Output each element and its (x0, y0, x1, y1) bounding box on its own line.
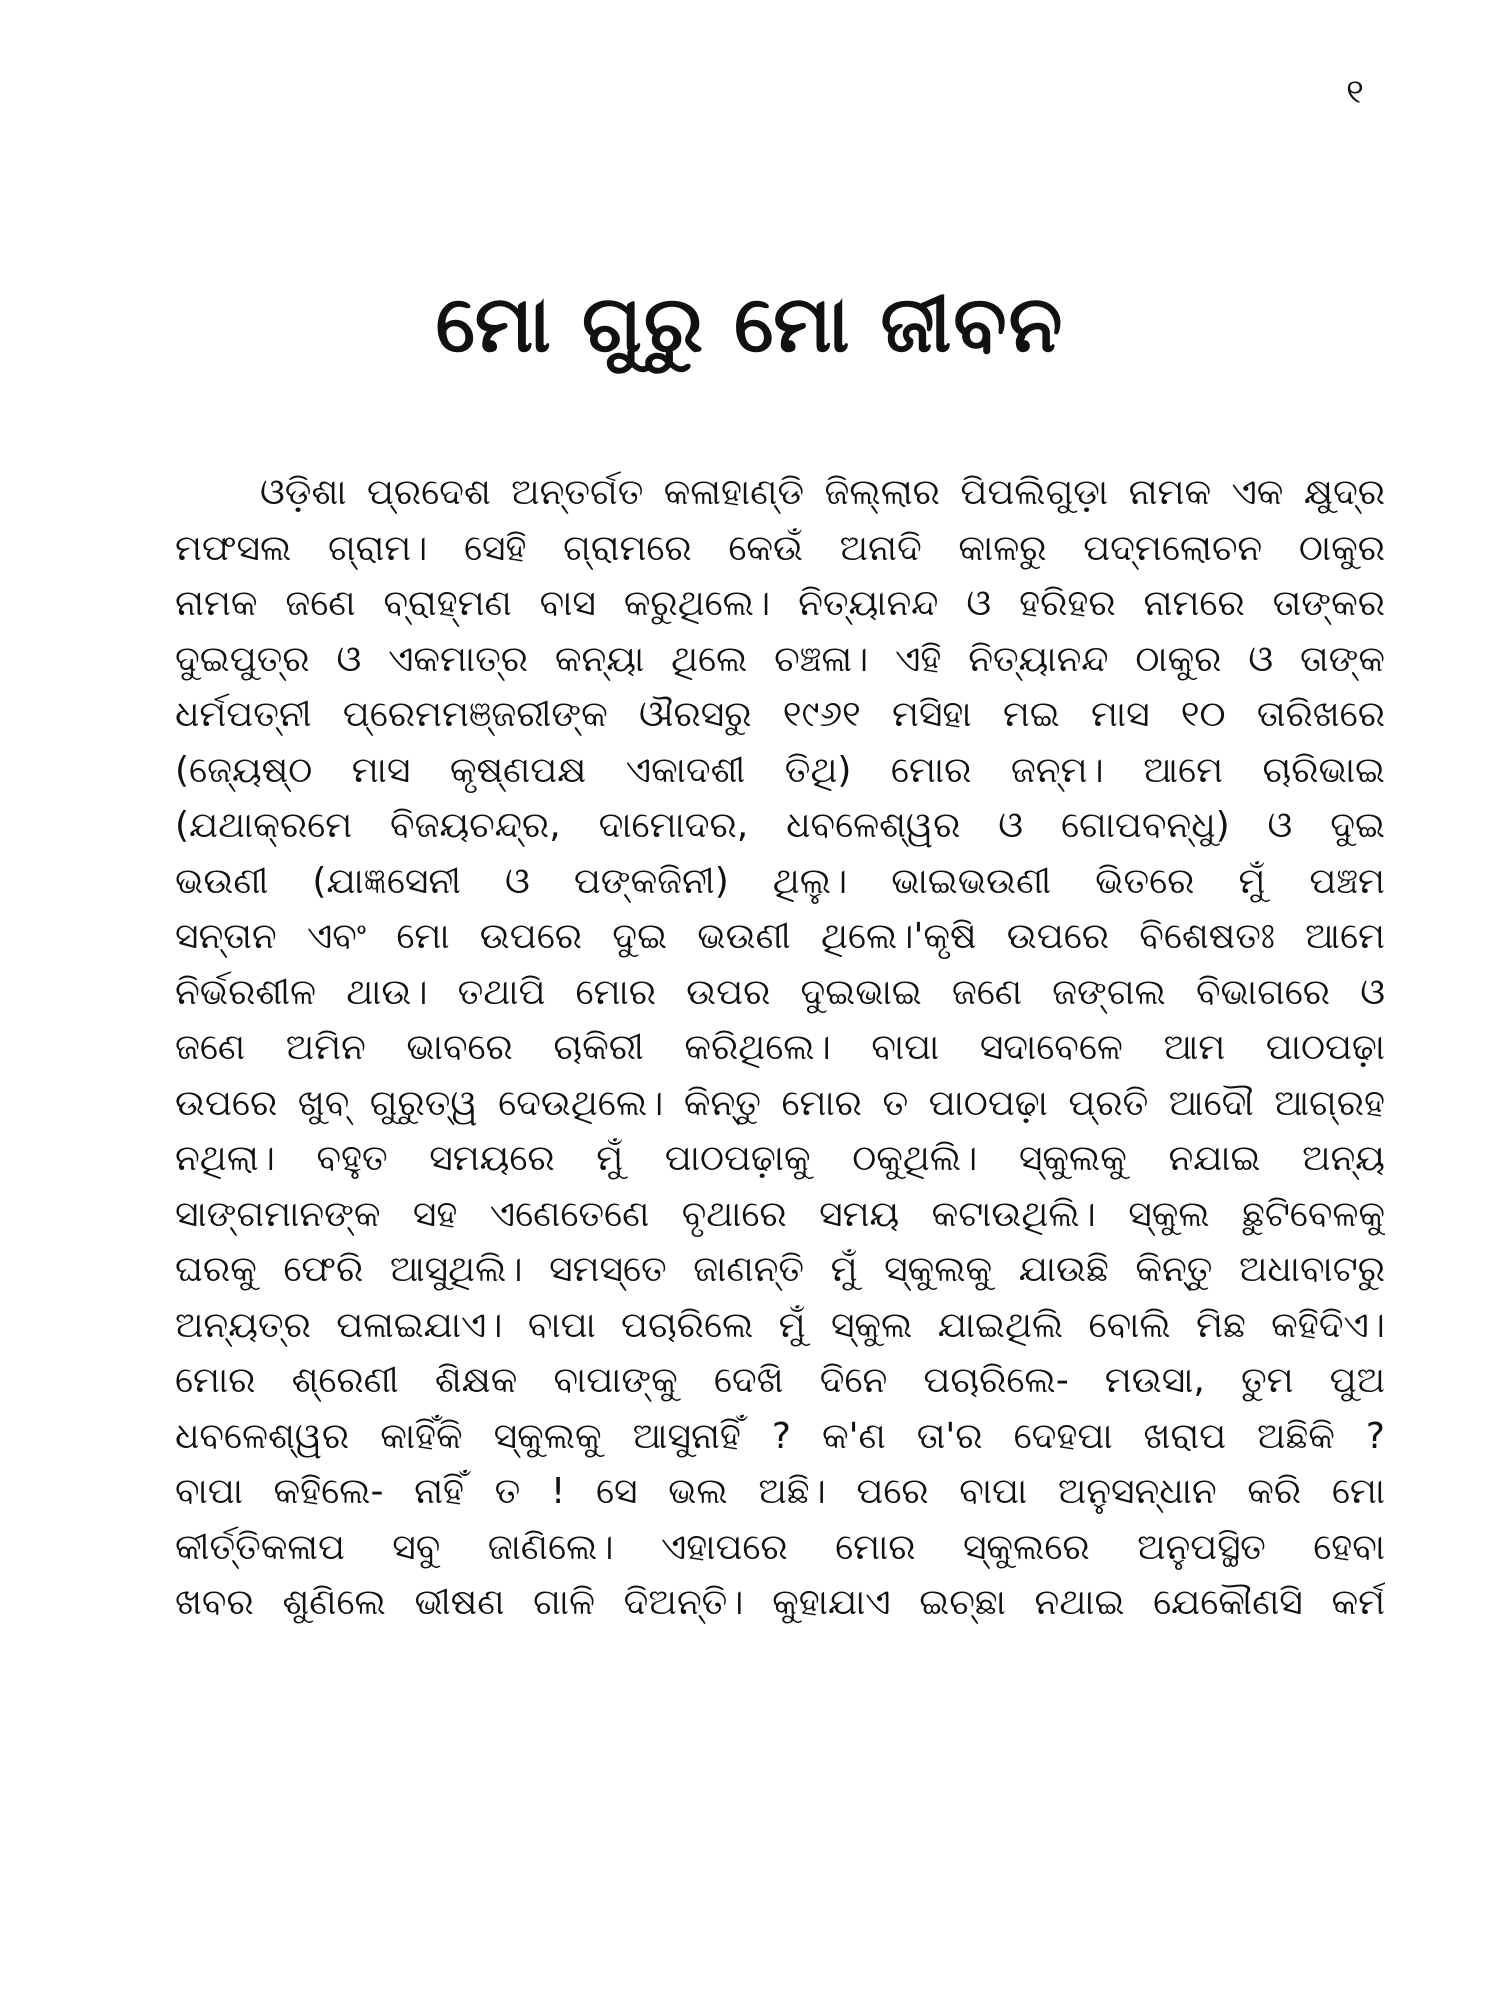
text-line: ନଥିଲା। ବହୁତ ସମୟରେ ମୁଁ ପାଠପଢ଼ାକୁ ଠକୁଥିଲି। ସ୍କୁଲକୁ ନଯାଇ ଅନ୍ୟ (175, 1138, 1385, 1179)
text-line: ମୋର ଶ୍ରେଣୀ ଶିକ୍ଷକ ବାପାଙ୍କୁ ଦେଖି ଦିନେ ପଚାରିଲେ- ମଉସା, ତୁମ ପୁଅ (175, 1360, 1385, 1401)
text-line: ଦୁଇପୁତ୍ର ଓ ଏକମାତ୍ର କନ୍ୟା ଥିଲେ ଚଞ୍ଚଳା। ଏହି ନିତ୍ୟାନନ୍ଦ ଠାକୁର ଓ ତାଙ୍କ (175, 638, 1385, 680)
text-line: ନିର୍ଭରଶୀଳ ଥାଉ। ତଥାପି ମୋର ଉପର ଦୁଇଭାଇ ଜଣେ ଜଙ୍ଗଲ ବିଭାଗରେ ଓ (175, 971, 1385, 1013)
text-line: ଘରକୁ ଫେରି ଆସୁଥିଲି। ସମସ୍ତେ ଜାଣନ୍ତି ମୁଁ ସ୍କୁଲକୁ ଯାଉଛି କିନ୍ତୁ ଅଧାବାଟରୁ (175, 1249, 1385, 1290)
text-line: ଓଡ଼ିଶା ପ୍ରଦେଶ ଅନ୍ତର୍ଗତ କଳାହାଣ୍ଡି ଜିଲ୍ଲାର ପିପଲିଗୁଡ଼ା ନାମକ ଏକ କ୍ଷୁଦ୍ର (260, 472, 1385, 513)
text-line: ଖବର ଶୁଣିଲେ ଭୀଷଣ ଗାଳି ଦିଅନ୍ତି। କୁହାଯାଏ ଇଚ୍ଛା ନଥାଇ ଯେକୌଣସି କର୍ମ (175, 1582, 1385, 1623)
text-line: ବାପା କହିଲେ- ନାହିଁ ତ ! ସେ ଭଲ ଅଛି। ପରେ ବାପା ଅନୁସନ୍ଧାନ କରି ମୋ (175, 1471, 1385, 1512)
text-line: ମଫସଲ ଗ୍ରାମ। ସେହି ଗ୍ରାମରେ କେଉଁ ଅନାଦି କାଳରୁ ପଦ୍ମଲୋଚନ ଠାକୁର (175, 527, 1385, 569)
text-line: ସନ୍ତାନ ଏବଂ ମୋ ଉପରେ ଦୁଇ ଭଉଣୀ ଥିଲେ।'କୃଷି ଉପରେ ବିଶେଷତଃ ଆମେ (175, 916, 1385, 957)
text-line: ଭଉଣୀ (ଯାଜ୍ଞସେନୀ ଓ ପଙ୍କଜିନୀ) ଥିଲୁ। ଭାଇଭଉଣୀ ଭିତରେ ମୁଁ ପଞ୍ଚମ (175, 860, 1385, 902)
text-line: ସାଙ୍ଗମାନଙ୍କ ସହ ଏଣେତେଣେ ବୃଥାରେ ସମୟ କଟାଉଥିଲି। ସ୍କୁଲ ଛୁଟିବେଳକୁ (175, 1193, 1385, 1235)
page-number: ୧ (1346, 72, 1364, 112)
text-line: ଅନ୍ୟତ୍ର ପଳାଇଯାଏ। ବାପା ପଚାରିଲେ ମୁଁ ସ୍କୁଲ ଯାଇଥିଲି ବୋଲି ମିଛ କହିଦିଏ। (175, 1304, 1385, 1346)
text-line: ଧର୍ମପତ୍ନୀ ପ୍ରେମମଞ୍ଜରୀଙ୍କ ଔରସରୁ ୧୯୬୧ ମସିହା ମଇ ମାସ ୧୦ ତାରିଖରେ (175, 694, 1385, 735)
body-text (175, 465, 1385, 1975)
text-line: ଉପରେ ଖୁବ୍ ଗୁରୁତ୍ୱ ଦେଉଥିଲେ। କିନ୍ତୁ ମୋର ତ ପାଠପଢ଼ା ପ୍ରତି ଆଦୌ ଆଗ୍ରହ (175, 1082, 1385, 1124)
text-line: ଧବଳେଶ୍ୱର କାହିଁକି ସ୍କୁଲକୁ ଆସୁନାହିଁ ? କ'ଣ ତା'ର ଦେହପା ଖରାପ ଅଛିକି ? (175, 1415, 1385, 1457)
text-line: ନାମକ ଜଣେ ବ୍ରାହ୍ମଣ ବାସ କରୁଥିଲେ। ନିତ୍ୟାନନ୍ଦ ଓ ହରିହର ନାମରେ ତାଙ୍କର (175, 583, 1385, 624)
text-line: କୀର୍ତ୍ତିକଳାପ ସବୁ ଜାଣିଲେ। ଏହାପରେ ମୋର ସ୍କୁଲରେ ଅନୁପସ୍ଥିତ ହେବା (175, 1526, 1385, 1568)
text-line: (ଯଥାକ୍ରମେ ବିଜୟଚନ୍ଦ୍ର, ଦାମୋଦର, ଧବଳେଶ୍ୱର ଓ ଗୋପବନ୍ଧୁ) ଓ ଦୁଇ (175, 805, 1385, 846)
text-line: (ଜ୍ୟେଷ୍ଠ ମାସ କୃଷ୍ଣପକ୍ଷ ଏକାଦଶୀ ତିଥି) ମୋର ଜନ୍ମ। ଆମେ ଚାରିଭାଇ (175, 749, 1385, 791)
chapter-title: ମୋ ଗୁରୁ ମୋ ଜୀବନ (435, 280, 1065, 370)
text-line: ଜଣେ ଅମିନ ଭାବରେ ଚାକିରୀ କରିଥିଲେ। ବାପା ସଦାବେଳେ ଆମ ପାଠପଢ଼ା (175, 1027, 1385, 1068)
